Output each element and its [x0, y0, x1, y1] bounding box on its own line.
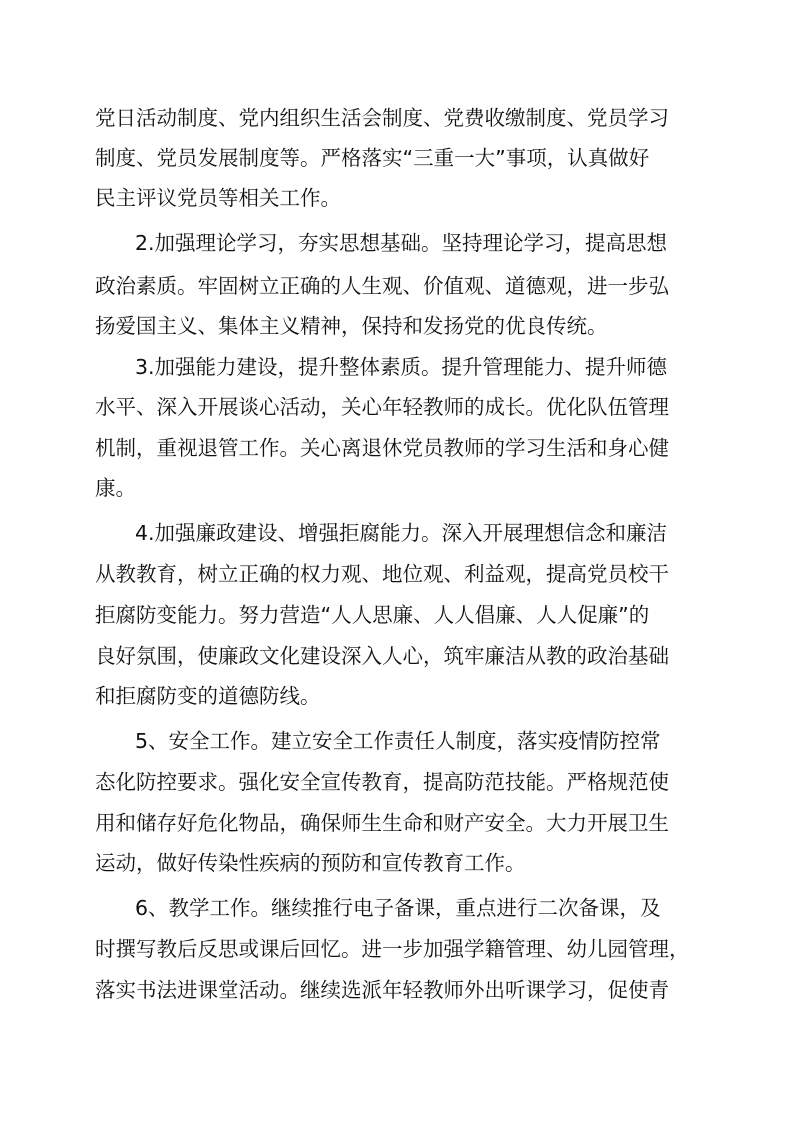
text-line-p6-3: 落实书法进课堂活动。继续选派年轻教师外出听课学习，促使青	[95, 978, 669, 1002]
text-line-p4-5: 和拒腐防变的道德防线。	[95, 684, 321, 708]
text-line-p3-2: 水平、深入开展谈心活动，关心年轻教师的成长。优化队伍管理	[95, 395, 669, 419]
text-line-p4-2: 从教教育，树立正确的权力观、地位观、利益观，提高党员校干	[95, 562, 669, 586]
text-line-p5-2: 态化防控要求。强化安全宣传教育，提高防范技能。严格规范使	[95, 770, 669, 794]
text-line-p2-2: 政治素质。牢固树立正确的人生观、价值观、道德观，进一步弘	[95, 274, 669, 298]
text-line-p4-1: 4.加强廉政建设、增强拒腐能力。深入开展理想信念和廉洁	[135, 521, 668, 545]
text-line-p3-4: 康。	[95, 476, 136, 500]
text-line-p6-2: 时撰写教后反思或课后回忆。进一步加强学籍管理、幼儿园管理，	[95, 937, 690, 961]
text-line-p3-1: 3.加强能力建设，提升整体素质。提升管理能力、提升师德	[135, 355, 668, 379]
text-line-p1-1: 党日活动制度、党内组织生活会制度、党费收缴制度、党员学习	[95, 106, 669, 130]
text-line-p2-3: 扬爱国主义、集体主义精神，保持和发扬党的优良传统。	[95, 314, 608, 338]
text-line-p4-3: 拒腐防变能力。努力营造“人人思廉、人人倡廉、人人促廉”的	[95, 603, 650, 627]
text-line-p4-4: 良好氛围，使廉政文化建设深入人心，筑牢廉洁从教的政治基础	[95, 644, 669, 668]
text-line-p5-4: 运动，做好传染性疾病的预防和宣传教育工作。	[95, 851, 526, 875]
text-line-p3-3: 机制，重视退管工作。关心离退休党员教师的学习生活和身心健	[95, 436, 669, 460]
text-line-p1-3: 民主评议党员等相关工作。	[95, 186, 341, 210]
text-line-p6-1: 6、教学工作。继续推行电子备课，重点进行二次备课，及	[135, 896, 661, 920]
text-line-p5-1: 5、安全工作。建立安全工作责任人制度，落实疫情防控常	[135, 729, 661, 753]
text-line-p2-1: 2.加强理论学习，夯实思想基础。坚持理论学习，提高思想	[135, 231, 668, 255]
text-line-p5-3: 用和储存好危化物品，确保师生生命和财产安全。大力开展卫生	[95, 811, 669, 835]
text-line-p1-2: 制度、党员发展制度等。严格落实“三重一大”事项，认真做好	[95, 146, 650, 170]
